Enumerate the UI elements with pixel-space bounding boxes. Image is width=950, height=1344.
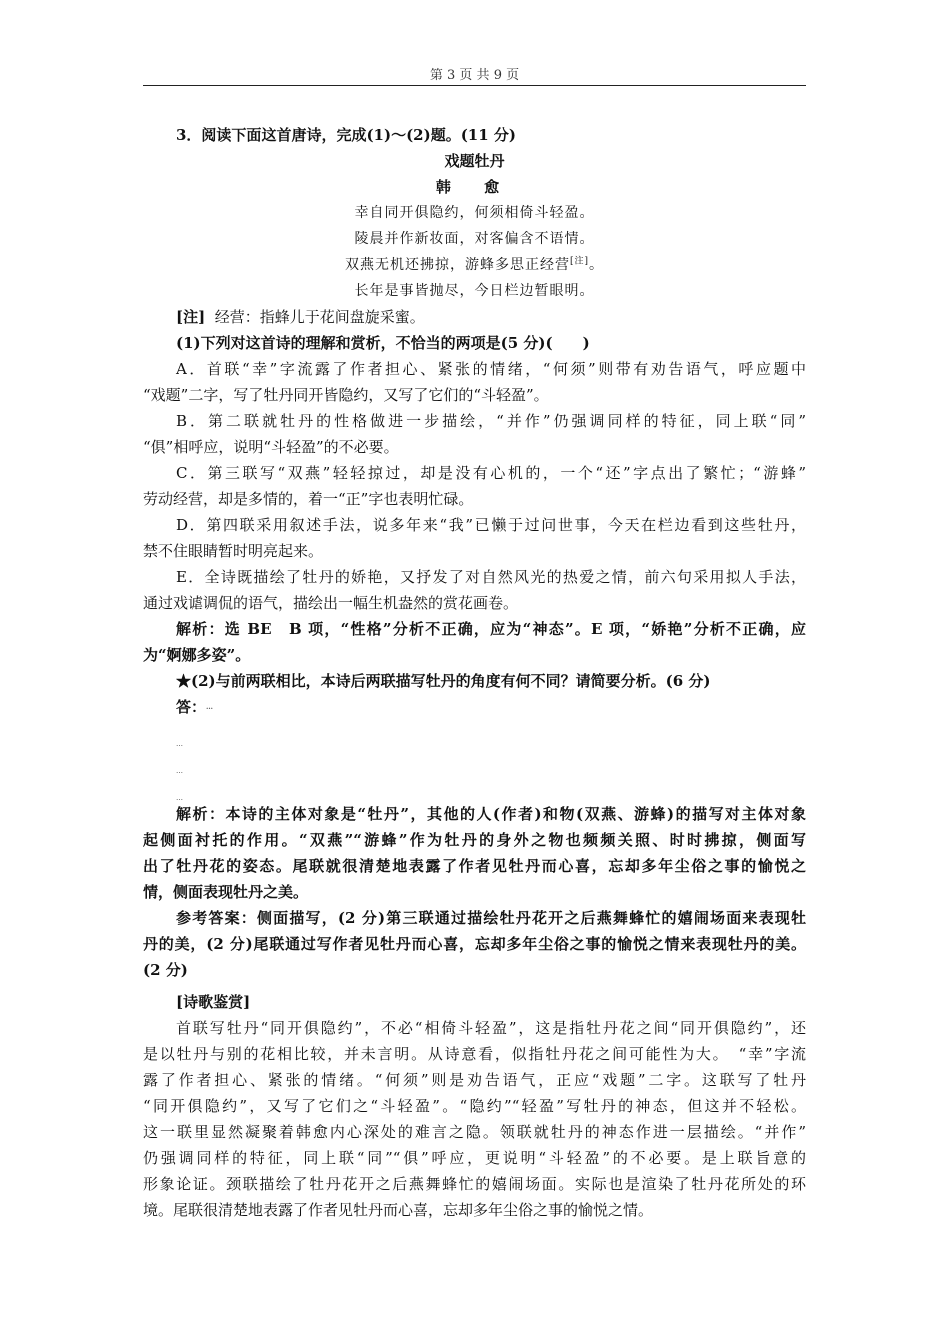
q1-analysis-line-2: 为“婀娜多姿”。 bbox=[143, 646, 251, 664]
poem-line-1: 幸自同开俱隐约，何须相倚斗轻盈。 bbox=[354, 205, 595, 221]
poem-note-mark: [注] bbox=[569, 256, 590, 267]
poem-line-3 bbox=[143, 252, 806, 278]
poem-line-4: 长年是事皆抛尽，今日栏边暂眼明。 bbox=[354, 283, 595, 299]
option-c-line-1: C．第三联写“双燕”轻轻掠过，却是没有心机的，一个“还”字点出了繁忙；“游蜂” bbox=[176, 464, 806, 482]
option-e-line-2: 通过戏谑调侃的语气，描绘出一幅生机盎然的赏花画卷。 bbox=[143, 594, 519, 612]
reference-answer-line-3: (2 分) bbox=[143, 961, 188, 979]
answer-blank-line-2[interactable] bbox=[143, 747, 806, 774]
option-d-line-1: D．第四联采用叙述手法，说多年来“我”已懒于过问世事，今天在栏边看到这些牡丹， bbox=[176, 516, 806, 534]
blank-mark-1: … bbox=[176, 740, 183, 748]
poem-title: 戏题牡丹 bbox=[444, 152, 505, 170]
answer-blank-line-3[interactable] bbox=[143, 774, 806, 801]
option-a-line-2: “戏题”二字，写了牡丹同开皆隐约，又写了它们的“斗轻盈”。 bbox=[143, 386, 549, 404]
answer-blank-mark: … bbox=[206, 702, 214, 711]
poem-author: 韩 愈 bbox=[435, 178, 514, 196]
appreciation-line-6: 仍强调同样的特征，同上联“同”“俱”呼应，更说明“斗轻盈”的不必要。是上联旨意的 bbox=[143, 1149, 806, 1167]
option-a-line-1: A．首联“幸”字流露了作者担心、紧张的情绪，“何须”则带有劝告语气，呼应题中 bbox=[176, 360, 806, 378]
appreciation-line-5: 这一联里显然凝聚着韩愈内心深处的难言之隐。领联就牡丹的神态作进一层描绘。“并作” bbox=[143, 1123, 806, 1141]
note-label: [注] bbox=[176, 308, 206, 326]
q2-stem: ★(2)与前两联相比，本诗后两联描写牡丹的角度有何不同？请简要分析。(6 分) bbox=[176, 672, 711, 690]
poem-line-3-end: 。 bbox=[589, 257, 605, 273]
q2-analysis-line-4: 情，侧面表现牡丹之美。 bbox=[143, 883, 309, 901]
answer-blank-line-1[interactable] bbox=[143, 720, 806, 747]
document-body bbox=[143, 122, 806, 1223]
appreciation-line-3: 露了作者担心、紧张的情绪。“何须”则是劝告语气，正应“戏题”二字。这联写了牡丹 bbox=[143, 1071, 806, 1089]
poem-note bbox=[143, 304, 806, 330]
question-intro: 3．阅读下面这首唐诗，完成(1)～(2)题。(11 分) bbox=[176, 126, 516, 144]
blank-mark-3: … bbox=[176, 794, 183, 802]
answer-label-line bbox=[143, 694, 806, 720]
appreciation-line-8: 境。尾联很清楚地表露了作者见牡丹而心喜，忘却多年尘俗之事的愉悦之情。 bbox=[143, 1201, 654, 1219]
option-c-line-2: 劳动经营，却是多情的，着一“正”字也表明忙碌。 bbox=[143, 490, 474, 508]
option-d-line-2: 禁不住眼睛暂时明亮起来。 bbox=[143, 542, 324, 560]
q2-analysis-line-2: 起侧面衬托的作用。“双燕”“游蜂”作为牡丹的身外之物也频频关照、时时拂掠，侧面写 bbox=[143, 831, 806, 849]
appreciation-line-1: 首联写牡丹“同开俱隐约”，不必“相倚斗轻盈”，这是指牡丹花之间“同开俱隐约”，还 bbox=[176, 1019, 806, 1037]
page-header: 第 3 页 共 9 页 bbox=[429, 68, 520, 83]
note-text: 经营：指蜂儿于花间盘旋采蜜。 bbox=[214, 308, 425, 326]
appreciation-line-7: 形象论证。颈联描绘了牡丹花开之后燕舞蜂忙的嬉闹场面。实际也是渲染了牡丹花所处的环 bbox=[143, 1175, 806, 1193]
option-b-line-1: B．第二联就牡丹的性格做进一步描绘，“并作”仍强调同样的特征，同上联“同” bbox=[176, 412, 806, 430]
q1-analysis-line-1: 解析：选 BE B 项，“性格”分析不正确，应为“神态”。E 项，“娇艳”分析不正确，应 bbox=[176, 620, 806, 638]
blank-mark-2: … bbox=[176, 767, 183, 775]
appreciation-line-2: 是以牡丹与别的花相比较，并未言明。从诗意看，似指牡丹花之间可能性为大。 “幸”字流 bbox=[143, 1045, 806, 1063]
option-b-line-2: “俱”相呼应，说明“斗轻盈”的不必要。 bbox=[143, 438, 399, 456]
q1-stem: (1)下列对这首诗的理解和赏析，不恰当的两项是(5 分)( ) bbox=[176, 334, 590, 352]
poem-line-2: 陵晨并作新妆面，对客偏含不语情。 bbox=[354, 231, 595, 247]
option-e-line-1: E．全诗既描绘了牡丹的娇艳，又抒发了对自然风光的热爱之情，前六句采用拟人手法， bbox=[176, 568, 806, 586]
poem-line-3-text: 双燕无机还拂掠，游蜂多思正经营 bbox=[344, 257, 570, 273]
answer-label: 答： bbox=[176, 698, 207, 716]
reference-answer-line-2: 丹的美，(2 分)尾联通过写作者见牡丹而心喜，忘却多年尘俗之事的愉悦之情来表现牡丹的美。 bbox=[143, 935, 806, 953]
reference-answer-line-1: 参考答案：侧面描写，(2 分)第三联通过描绘牡丹花开之后燕舞蜂忙的嬉闹场面来表现牡 bbox=[176, 909, 806, 927]
appreciation-title: [诗歌鉴赏] bbox=[176, 993, 251, 1011]
q2-analysis-line-1: 解析：本诗的主体对象是“牡丹”，其他的人(作者)和物(双燕、游蜂)的描写对主体对象 bbox=[176, 805, 806, 823]
appreciation-line-4: “同开俱隐约”，又写了它们之“斗轻盈”。“隐约”“轻盈”写牡丹的神态，但这并不轻松。 bbox=[143, 1097, 806, 1115]
q2-analysis-line-3: 出了牡丹花的姿态。尾联就很清楚地表露了作者见牡丹而心喜，忘却多年尘俗之事的愉悦之 bbox=[143, 857, 806, 875]
header-divider bbox=[143, 85, 806, 86]
